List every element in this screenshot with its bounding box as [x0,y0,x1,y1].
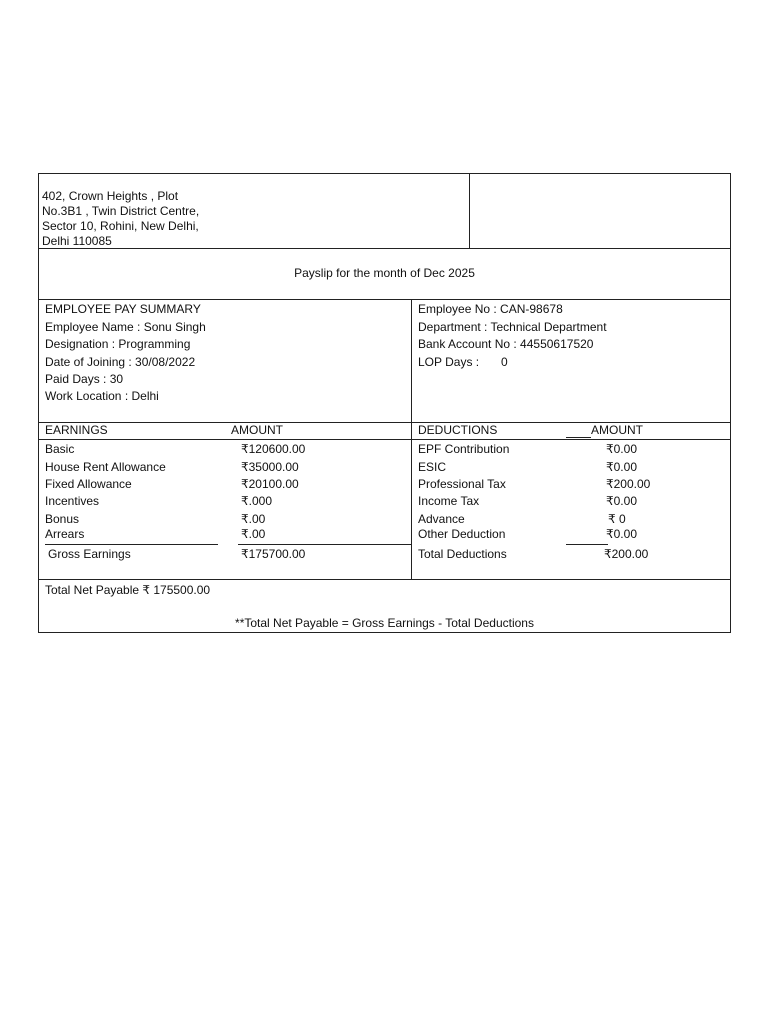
earnings-amount-total-rule [238,544,411,545]
company-logo-area [470,174,730,248]
deductions-row-label: EPF Contribution [418,442,510,456]
total-net-payable: Total Net Payable ₹ 175500.00 [45,583,211,597]
deductions-row-amount: ₹0.00 [606,494,637,508]
lop-days-value: 0 [501,355,508,369]
total-deductions-amount: ₹200.00 [604,547,649,561]
gross-earnings-amount: ₹175700.00 [241,547,306,561]
department: Department : Technical Department [418,320,607,334]
summary-heading: EMPLOYEE PAY SUMMARY [45,302,201,316]
address-line: 402, Crown Heights , Plot [42,189,179,203]
company-address [42,189,222,249]
earnings-header: EARNINGS [45,423,108,437]
employee-number: Employee No : CAN-98678 [418,302,563,316]
deductions-amount-header: AMOUNT [591,423,643,437]
earnings-total-rule [45,544,218,545]
deductions-amount-underline [566,437,591,438]
net-payable-rule [38,579,731,580]
table-header-rule [38,439,731,440]
address-line: Sector 10, Rohini, New Delhi, [42,219,199,233]
earnings-row-amount: ₹120600.00 [241,442,306,456]
bank-account: Bank Account No : 44550617520 [418,337,594,351]
earnings-amount-header: AMOUNT [231,423,283,437]
address-line: Delhi 110085 [42,234,112,248]
earnings-row-label: Fixed Allowance [45,477,132,491]
deductions-amount-total-rule [566,544,608,545]
net-payable-footnote: **Total Net Payable = Gross Earnings - Total Deductions [235,616,534,630]
work-location: Work Location : Delhi [45,389,159,403]
deductions-row-label: Advance [418,512,465,526]
earnings-row-amount: ₹.00 [241,527,266,541]
deductions-row-amount: ₹0.00 [606,527,637,541]
designation: Designation : Programming [45,337,191,351]
earnings-row-label: Bonus [45,512,80,526]
deductions-row-label: Professional Tax [418,477,506,491]
earnings-row-label: Arrears [45,527,85,541]
paid-days: Paid Days : 30 [45,372,124,386]
deductions-header: DEDUCTIONS [418,423,498,437]
earnings-row-label: House Rent Allowance [45,460,166,474]
earnings-row-label: Incentives [45,494,100,508]
lop-days-label: LOP Days : [418,355,480,369]
date-of-joining: Date of Joining : 30/08/2022 [45,355,196,369]
total-deductions-label: Total Deductions [418,547,507,561]
earnings-row-amount: ₹20100.00 [241,477,299,491]
earnings-row-amount: ₹.000 [241,494,272,508]
deductions-row-amount: ₹200.00 [606,477,651,491]
address-line: No.3B1 , Twin District Centre, [42,204,200,218]
earnings-row-amount: ₹.00 [241,512,266,526]
title-bottom-rule [38,299,731,300]
deductions-row-amount: ₹ 0 [608,512,626,526]
earnings-row-label: Basic [45,442,75,456]
deductions-row-amount: ₹0.00 [606,442,637,456]
employee-name: Employee Name : Sonu Singh [45,320,206,334]
deductions-row-label: Other Deduction [418,527,506,541]
deductions-row-label: ESIC [418,460,447,474]
deductions-row-label: Income Tax [418,494,480,508]
deductions-row-amount: ₹0.00 [606,460,637,474]
earnings-row-amount: ₹35000.00 [241,460,299,474]
gross-earnings-label: Gross Earnings [48,547,131,561]
payslip-title: Payslip for the month of Dec 2025 [294,266,475,280]
